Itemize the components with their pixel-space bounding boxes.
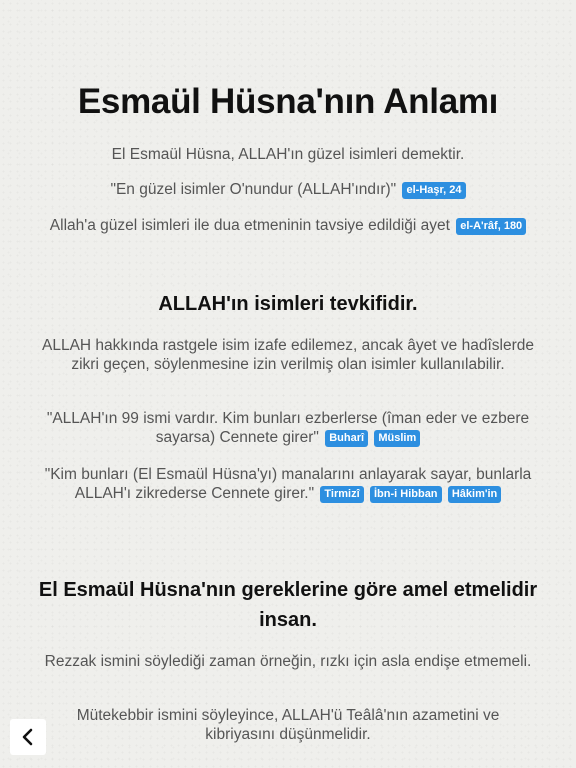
intro-paragraph-1 bbox=[40, 145, 536, 164]
section1-heading: ALLAH'ın isimleri tevkifidir. bbox=[158, 293, 418, 315]
page-title: Esmaül Hüsna'nın Anlamı bbox=[77, 82, 499, 121]
reference-badge[interactable]: Müslim bbox=[374, 430, 420, 447]
reference-badge[interactable]: el-Haşr, 24 bbox=[402, 182, 465, 199]
back-button[interactable] bbox=[10, 719, 46, 755]
intro-paragraph-2 bbox=[40, 180, 536, 199]
reference-badge[interactable]: Hâkim'in bbox=[448, 486, 501, 503]
section2-text-2: Mütekebbir ismini söyleyince, ALLAH'ü Teâlâ'nın azametini ve kibriyasını düşünmelidir. bbox=[76, 707, 500, 743]
reference-badge[interactable]: el-A'râf, 180 bbox=[456, 218, 526, 235]
section1-text-1: ALLAH hakkında rastgele isim izafe edilemez, ancak âyet ve hadîslerde zikri geçen, söylenmesine izin verilmiş olan isimler kullanılabilir. bbox=[42, 337, 534, 373]
intro-paragraph-3 bbox=[10, 216, 566, 235]
section2-text-1: Rezzak ismini söylediği zaman örneğin, rızkı için asla endişe etmemeli. bbox=[44, 653, 532, 670]
section2-heading: El Esmaül Hüsna'nın gereklerine göre amel etmelidir insan. bbox=[38, 579, 538, 631]
intro-text-1: El Esmaül Hüsna, ALLAH'ın güzel isimleri demektir. bbox=[111, 146, 465, 163]
section1-paragraph-1 bbox=[40, 336, 536, 374]
reference-badge[interactable]: Buharî bbox=[325, 430, 368, 447]
section1-paragraph-3 bbox=[40, 465, 536, 503]
section1-text-3: "Kim bunları (El Esmaül Hüsna'yı) manalarını anlayarak sayar, bunlarla ALLAH'ı zikrederse Cennete girer." bbox=[44, 466, 532, 502]
reference-badge[interactable]: Tirmizî bbox=[320, 486, 363, 503]
chevron-left-icon bbox=[18, 727, 38, 747]
section1-paragraph-2 bbox=[40, 409, 536, 447]
intro-text-2: "En güzel isimler O'nundur (ALLAH'ındır)" bbox=[110, 181, 397, 198]
section2-paragraph-1 bbox=[40, 652, 536, 671]
reference-badge[interactable]: İbn-i Hibban bbox=[370, 486, 442, 503]
intro-text-3: Allah'a güzel isimleri ile dua etmeninin tavsiye edildiği ayet bbox=[49, 217, 450, 234]
section1-text-2: "ALLAH'ın 99 ismi vardır. Kim bunları ezberlerse (îman eder ve ezbere sayarsa) Cennete girer" bbox=[46, 410, 530, 446]
section2-paragraph-2 bbox=[40, 706, 536, 744]
